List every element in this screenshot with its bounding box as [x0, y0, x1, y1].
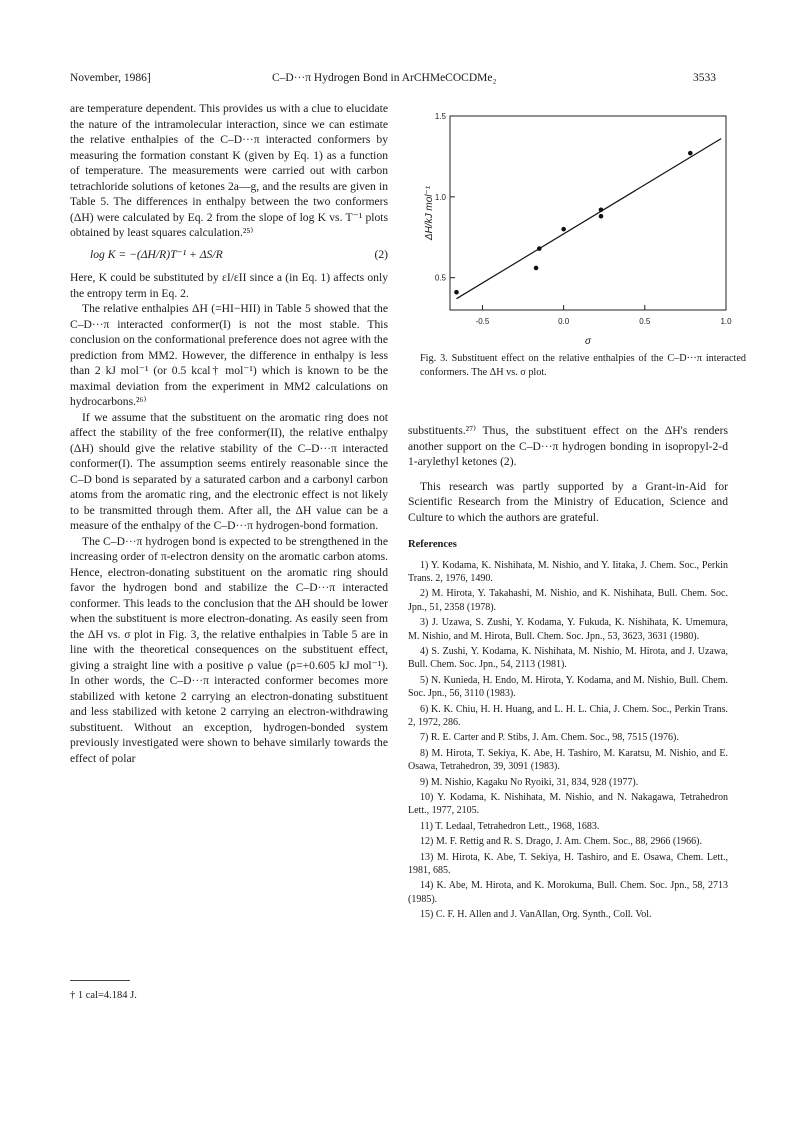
- data-point: [454, 290, 459, 295]
- paragraph: The relative enthalpies ΔH (=HI−HII) in Table 5 showed that the C–D···π interacted conformer(I) is not the most stable. This conclusion on the conformational preference does not agree with the prediction from MM2. However, the difference in enthalpy is less than 2 kJ mol⁻¹ (or 0.5 kcal† mol⁻¹) which is known to be the maximal deviation from the experiment in MM2 calculations on hydrocarbons.²⁶⁾: [70, 302, 388, 408]
- references-heading: References: [408, 539, 457, 550]
- running-header-date: November, 1986]: [70, 72, 151, 84]
- running-header-title: C–D···π Hydrogen Bond in ArCHMeCOCDMe₂: [272, 72, 497, 84]
- paragraph: are temperature dependent. This provides us with a clue to elucidate the nature of the intramolecular interaction, since we can estimate the relative enthalpies of the C–D···π interacted conformers by measuring the formation constant K (given by Eq. 1) as a function of temperature. The measurements were carried out with carbon tetrachloride solutions of ketones 2a—g, and the results are given in Table 5. The differences in enthalpy between the two conformers (ΔH) were calculated by Eq. 2 from the slope of log K vs. T⁻¹ plots obtained by least squares calculation.²⁵⁾: [70, 102, 388, 239]
- footnote: † 1 cal=4.184 J.: [70, 990, 137, 1001]
- data-point: [599, 214, 604, 219]
- data-point: [599, 207, 604, 212]
- data-point: [688, 151, 693, 156]
- y-axis-label: ΔH/kJ mol⁻¹: [424, 185, 435, 241]
- fit-line: [456, 139, 721, 299]
- page-number: 3533: [693, 72, 716, 84]
- data-point: [561, 227, 566, 232]
- reference-item: 7) R. E. Carter and P. Stibs, J. Am. Chem. Soc., 98, 7515 (1976).: [420, 732, 679, 744]
- reference-item: 9) M. Nishio, Kagaku No Ryoiki, 31, 834, 928 (1977).: [420, 776, 639, 788]
- reference-item: 5) N. Kunieda, H. Endo, M. Hirota, Y. Kodama, and M. Nishio, Bull. Chem. Soc. Jpn., 56, 3110 (1983).: [408, 674, 728, 700]
- data-point: [534, 266, 539, 271]
- reference-item: 11) T. Ledaal, Tetrahedron Lett., 1968, 1683.: [420, 820, 600, 832]
- figure-3: [420, 108, 750, 348]
- reference-item: 14) K. Abe, M. Hirota, and K. Morokuma, Bull. Chem. Soc. Jpn., 58, 2713 (1985).: [408, 880, 728, 905]
- data-point: [537, 246, 542, 251]
- figure-caption: Fig. 3. Substituent effect on the relative enthalpies of the C–D···π interacted conformers. The ΔH vs. σ plot.: [420, 353, 746, 378]
- reference-item: 13) M. Hirota, K. Abe, T. Sekiya, H. Tashiro, and E. Osawa, Chem. Lett., 1981, 685.: [408, 851, 728, 877]
- y-tick-label: 1.0: [434, 192, 446, 202]
- x-tick-label: 1.0: [720, 317, 732, 326]
- equation-number: (2): [374, 247, 388, 261]
- x-axis-label: σ: [584, 336, 592, 347]
- reference-item: 6) K. K. Chiu, H. H. Huang, and L. H. L. Chia, J. Chem. Soc., Perkin Trans. 2, 1972, 286.: [408, 703, 728, 728]
- y-tick-label: 1.5: [434, 112, 446, 121]
- x-tick-label: 0.5: [639, 317, 651, 326]
- paragraph: The C–D···π hydrogen bond is expected to be strengthened in the increasing order of π-electron density on the aromatic carbon atoms. Hence, electron-donating substituent on the aromatic ring should favor the hydrogen bond and stabilize the C–D···π interacted conformer. This leads to the conclusion that the ΔH should be lower when the substituent is more electron-donating. As easily seen from the ΔH vs. σ plot in Fig. 3, the relative enthalpies in Table 5 are in line with the theoretical consequences on the substituent effect, giving a straight line with a positive ρ value (ρ=+0.605 kJ mol⁻¹). In other words, the C–D···π interacted conformer becomes more stabilized with ketone 2 carrying an electron-donating substituent and less stabilized with ketone 2 carrying an electron-withdrawing substituent. Without an exception, hydrogen-bonded system previously investigated were shown to behave similarly towards the effect of polar: [70, 534, 388, 765]
- equation-text: log K = −(ΔH/R)T⁻¹ + ΔS/R: [90, 247, 223, 261]
- reference-item: 1) Y. Kodama, K. Nishihata, M. Nishio, and Y. Iitaka, J. Chem. Soc., Perkin Trans. 2, 1976, 1490.: [408, 559, 728, 584]
- reference-item: 10) Y. Kodama, K. Nishihata, M. Nishio, and N. Nakagawa, Tetrahedron Lett., 1977, 2105.: [408, 792, 728, 817]
- acknowledgment: This research was partly supported by a Grant-in-Aid for Scientific Research from the Ministry of Education, Science and Culture to which the authors are grateful.: [408, 479, 728, 524]
- left-column: [70, 101, 388, 766]
- reference-list: [408, 559, 728, 922]
- paragraph: substituents.²⁷⁾ Thus, the substituent effect on the ΔH's renders another support on the C–D···π hydrogen bonding in isopropyl-2-d 1-arylethyl ketones (2).: [408, 424, 728, 468]
- x-tick-label: 0.0: [558, 317, 570, 326]
- reference-item: 2) M. Hirota, Y. Takahashi, M. Nishio, and K. Nishihata, Bull. Chem. Soc. Jpn., 51, 2358 (1978).: [408, 588, 728, 613]
- y-tick-label: 0.5: [434, 273, 446, 283]
- reference-item: 15) C. F. H. Allen and J. VanAllan, Org. Synth., Coll. Vol.: [420, 909, 652, 921]
- x-tick-label: -0.5: [475, 317, 490, 326]
- reference-item: 8) M. Hirota, T. Sekiya, K. Abe, H. Tashiro, M. Karatsu, M. Nishio, and E. Osawa, Tetrahedron, 39, 3091 (1983).: [408, 747, 728, 773]
- paragraph: If we assume that the substituent on the aromatic ring does not affect the stability of the free conformer(II), the relative enthalpy (ΔH) should give the relative stability of the C–D···π interacted conformer(I). The assumption seems entirely reasonable since the C–D bond is separated by a saturated carbon and a carbonyl carbon atoms from the aromatic ring, and the electronic effect is not likely to be transmitted through them. After all, the ΔH value can be a measure of the enthalpy of the C–D···π hydrogen-bond formation.: [70, 410, 388, 532]
- reference-item: 4) S. Zushi, Y. Kodama, K. Nishihata, M. Nishio, M. Hirota, and J. Uzawa, Bull. Chem. Soc. Jpn., 54, 2113 (1981).: [408, 645, 728, 671]
- reference-item: 12) M. F. Rettig and R. S. Drago, J. Am. Chem. Soc., 88, 2966 (1966).: [420, 836, 702, 848]
- delta-h-vs-sigma-chart: [420, 108, 750, 348]
- footnote-rule: [70, 980, 130, 981]
- plot-frame: [450, 116, 726, 310]
- reference-item: 3) J. Uzawa, S. Zushi, Y. Kodama, Y. Fukuda, K. Nishihata, K. Umemura, M. Nishio, and M. Hirota, Bull. Chem. Soc. Jpn., 53, 3623, 3631 (1980).: [408, 617, 728, 642]
- paragraph: Here, K could be substituted by εI/εII since a (in Eq. 1) affects only the entropy term in Eq. 2.: [70, 271, 388, 300]
- right-column: [408, 423, 728, 924]
- equation-2: [70, 241, 388, 271]
